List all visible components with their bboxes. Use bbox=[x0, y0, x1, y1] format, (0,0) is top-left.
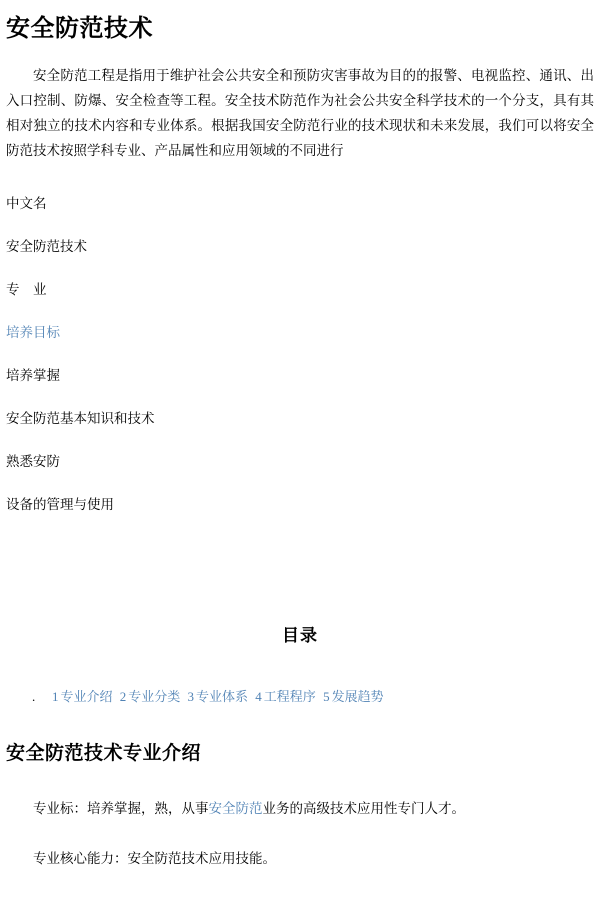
infobox-row: 熟悉安防 bbox=[6, 453, 60, 469]
page-title: 安全防范技术 bbox=[6, 15, 153, 42]
layout-spacer bbox=[2, 526, 598, 621]
intro-paragraph: 安全防范工程是指用于维护社会公共安全和预防灾害事故为目的的报警、电视监控、通讯、出入口控制、防爆、安全检查等工程。安全技术防范作为社会公共安全科学技术的一个分支，具有其相对独立的技术内容和专业体系。根据我国安全防范行业的技术现状和未来发展，我们可以将安全防范技术按照学科专业、产品属性和应用领域的不同进行 bbox=[6, 68, 594, 158]
toc-entry-number: 1 bbox=[52, 688, 59, 704]
section-heading: 安全防范技术专业介绍 bbox=[6, 743, 202, 765]
toc-link-专业体系[interactable]: 专业体系 bbox=[196, 688, 249, 704]
infobox-row-link[interactable]: 培养目标 bbox=[6, 324, 60, 340]
toc-bullet: . bbox=[32, 688, 36, 704]
toc-entry-number: 2 bbox=[119, 688, 127, 704]
toc-link-专业介绍[interactable]: 专业介绍 bbox=[60, 688, 113, 704]
toc-entry-number: 4 bbox=[255, 688, 262, 704]
toc-heading: 目录 bbox=[282, 625, 318, 645]
inline-link-安全防范[interactable]: 安全防范 bbox=[208, 800, 263, 816]
paragraph-text-before-link: 专业标：培养掌握，熟，从事 bbox=[33, 800, 209, 816]
infobox-row: 安全防范基本知识和技术 bbox=[6, 410, 155, 426]
infobox-row: 安全防范技术 bbox=[6, 238, 87, 254]
paragraph-text-after-link: 业务的高级技术应用性专门人才。 bbox=[262, 800, 465, 816]
infobox-row: 中文名 bbox=[6, 195, 47, 211]
infobox-row: 专 业 bbox=[6, 281, 47, 297]
toc-link-专业分类[interactable]: 专业分类 bbox=[128, 688, 181, 704]
infobox-row: 设备的管理与使用 bbox=[6, 496, 114, 512]
toc-link-工程程序[interactable]: 工程程序 bbox=[263, 688, 316, 704]
section-paragraph-1 bbox=[2, 797, 598, 821]
toc-link-发展趋势[interactable]: 发展趋势 bbox=[331, 688, 384, 704]
infobox bbox=[2, 182, 598, 526]
document-page bbox=[0, 8, 600, 871]
toc-list bbox=[2, 687, 598, 708]
section-paragraph-2: 专业核心能力：安全防范技术应用技能。 bbox=[33, 850, 276, 866]
infobox-row: 培养掌握 bbox=[6, 367, 60, 383]
toc-entries bbox=[48, 687, 384, 708]
toc-entry-number: 3 bbox=[187, 688, 195, 704]
toc-entry-number: 5 bbox=[323, 688, 330, 704]
layout-spacer bbox=[2, 707, 598, 737]
